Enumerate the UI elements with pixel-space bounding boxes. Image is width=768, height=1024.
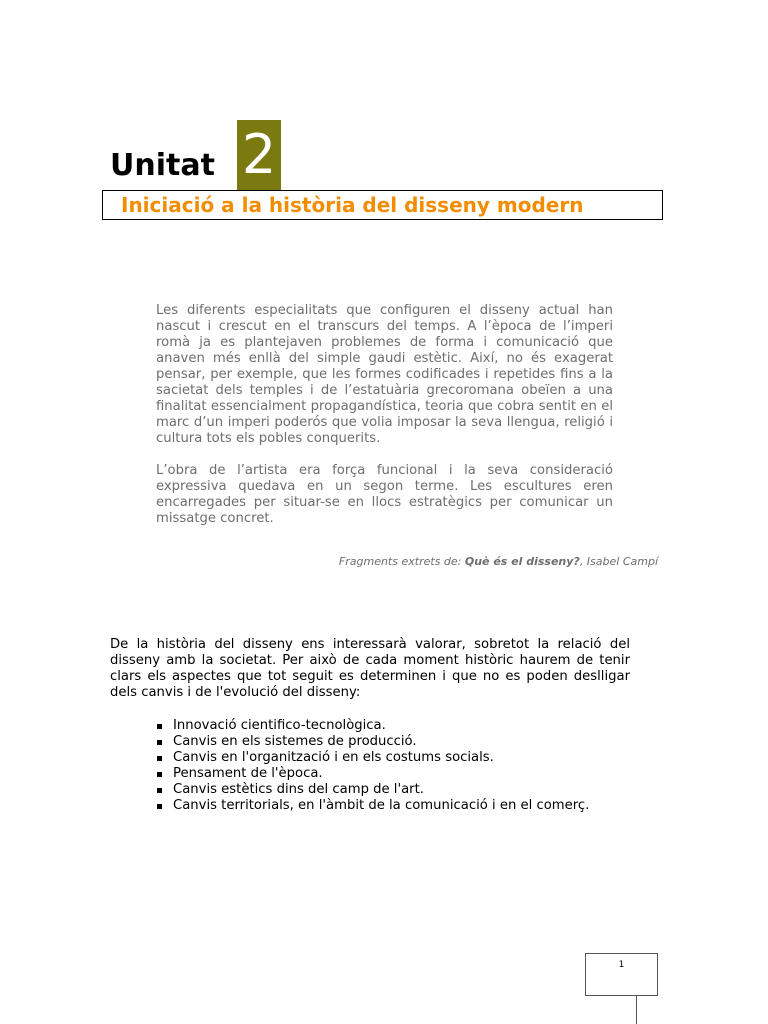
square-bullet-icon <box>157 788 162 793</box>
square-bullet-icon <box>157 756 162 761</box>
unit-subtitle: Iniciació a la història del disseny modern <box>121 193 584 217</box>
square-bullet-icon <box>157 740 162 745</box>
list-item-text: Canvis en l'organització i en els costums socials. <box>173 750 494 765</box>
list-item <box>156 718 609 734</box>
list-item <box>156 734 609 750</box>
source-author: , Isabel Campí <box>579 555 658 568</box>
list-item <box>156 766 609 782</box>
source-title: Què és el disseny? <box>464 555 580 568</box>
intro-paragraph: De la història del disseny ens interessarà valorar, sobretot la relació del disseny amb la societat. Per això de cada moment històric haurem de tenir clars els aspectes que tot seguit es determinen i que no es poden deslligar dels canvis i de l'evolució del disseny: <box>110 637 630 700</box>
quote-paragraph: Les diferents especialitats que configuren el disseny actual han nascut i crescut en el transcurs del temps. A l’època de l’imperi romà ja es plantejaven problemes de forma i comunicació que anaven més enllà del simple gaudi estètic. Així, no és exagerat pensar, per exemple, que les formes codificades i repetides fins a la sacietat dels temples i de l’estatuària grecoromana obeïen a una finalitat essencialment propagandística, teoria que cobra sentit en el marc d’un imperi poderós que volia imposar la seva llengua, religió i cultura tots els pobles conquerits. <box>156 303 613 446</box>
list-item-text: Innovació cientifico-tecnològica. <box>173 718 386 733</box>
page-number: 1 <box>618 960 625 970</box>
square-bullet-icon <box>157 772 162 777</box>
list-item-text: Canvis en els sistemes de producció. <box>173 734 417 749</box>
quote-source <box>339 555 658 569</box>
square-bullet-icon <box>157 804 162 809</box>
page-divider-line <box>636 996 637 1024</box>
page-number-box <box>585 953 658 996</box>
list-item <box>156 750 609 766</box>
source-prefix: Fragments extrets de: <box>338 555 465 568</box>
subtitle-box <box>102 190 663 220</box>
list-item-text: Pensament de l'època. <box>173 766 323 781</box>
quote-paragraph: L’obra de l’artista era força funcional i la seva consideració expressiva quedava en un segon terme. Les escultures eren encarregades per situar-se en llocs estratègics per comunicar un missatge concret. <box>156 463 613 526</box>
quote-block <box>156 303 613 543</box>
list-item-text: Canvis territorials, en l'àmbit de la comunicació i en el comerç. <box>173 798 590 813</box>
list-item <box>156 782 609 798</box>
unit-heading: Unitat <box>110 148 215 183</box>
list-item <box>156 798 609 814</box>
unit-number-badge: 2 <box>237 120 281 190</box>
aspects-list <box>156 718 609 814</box>
body-intro <box>110 637 630 701</box>
list-item-text: Canvis estètics dins del camp de l'art. <box>173 782 424 797</box>
square-bullet-icon <box>157 724 162 729</box>
